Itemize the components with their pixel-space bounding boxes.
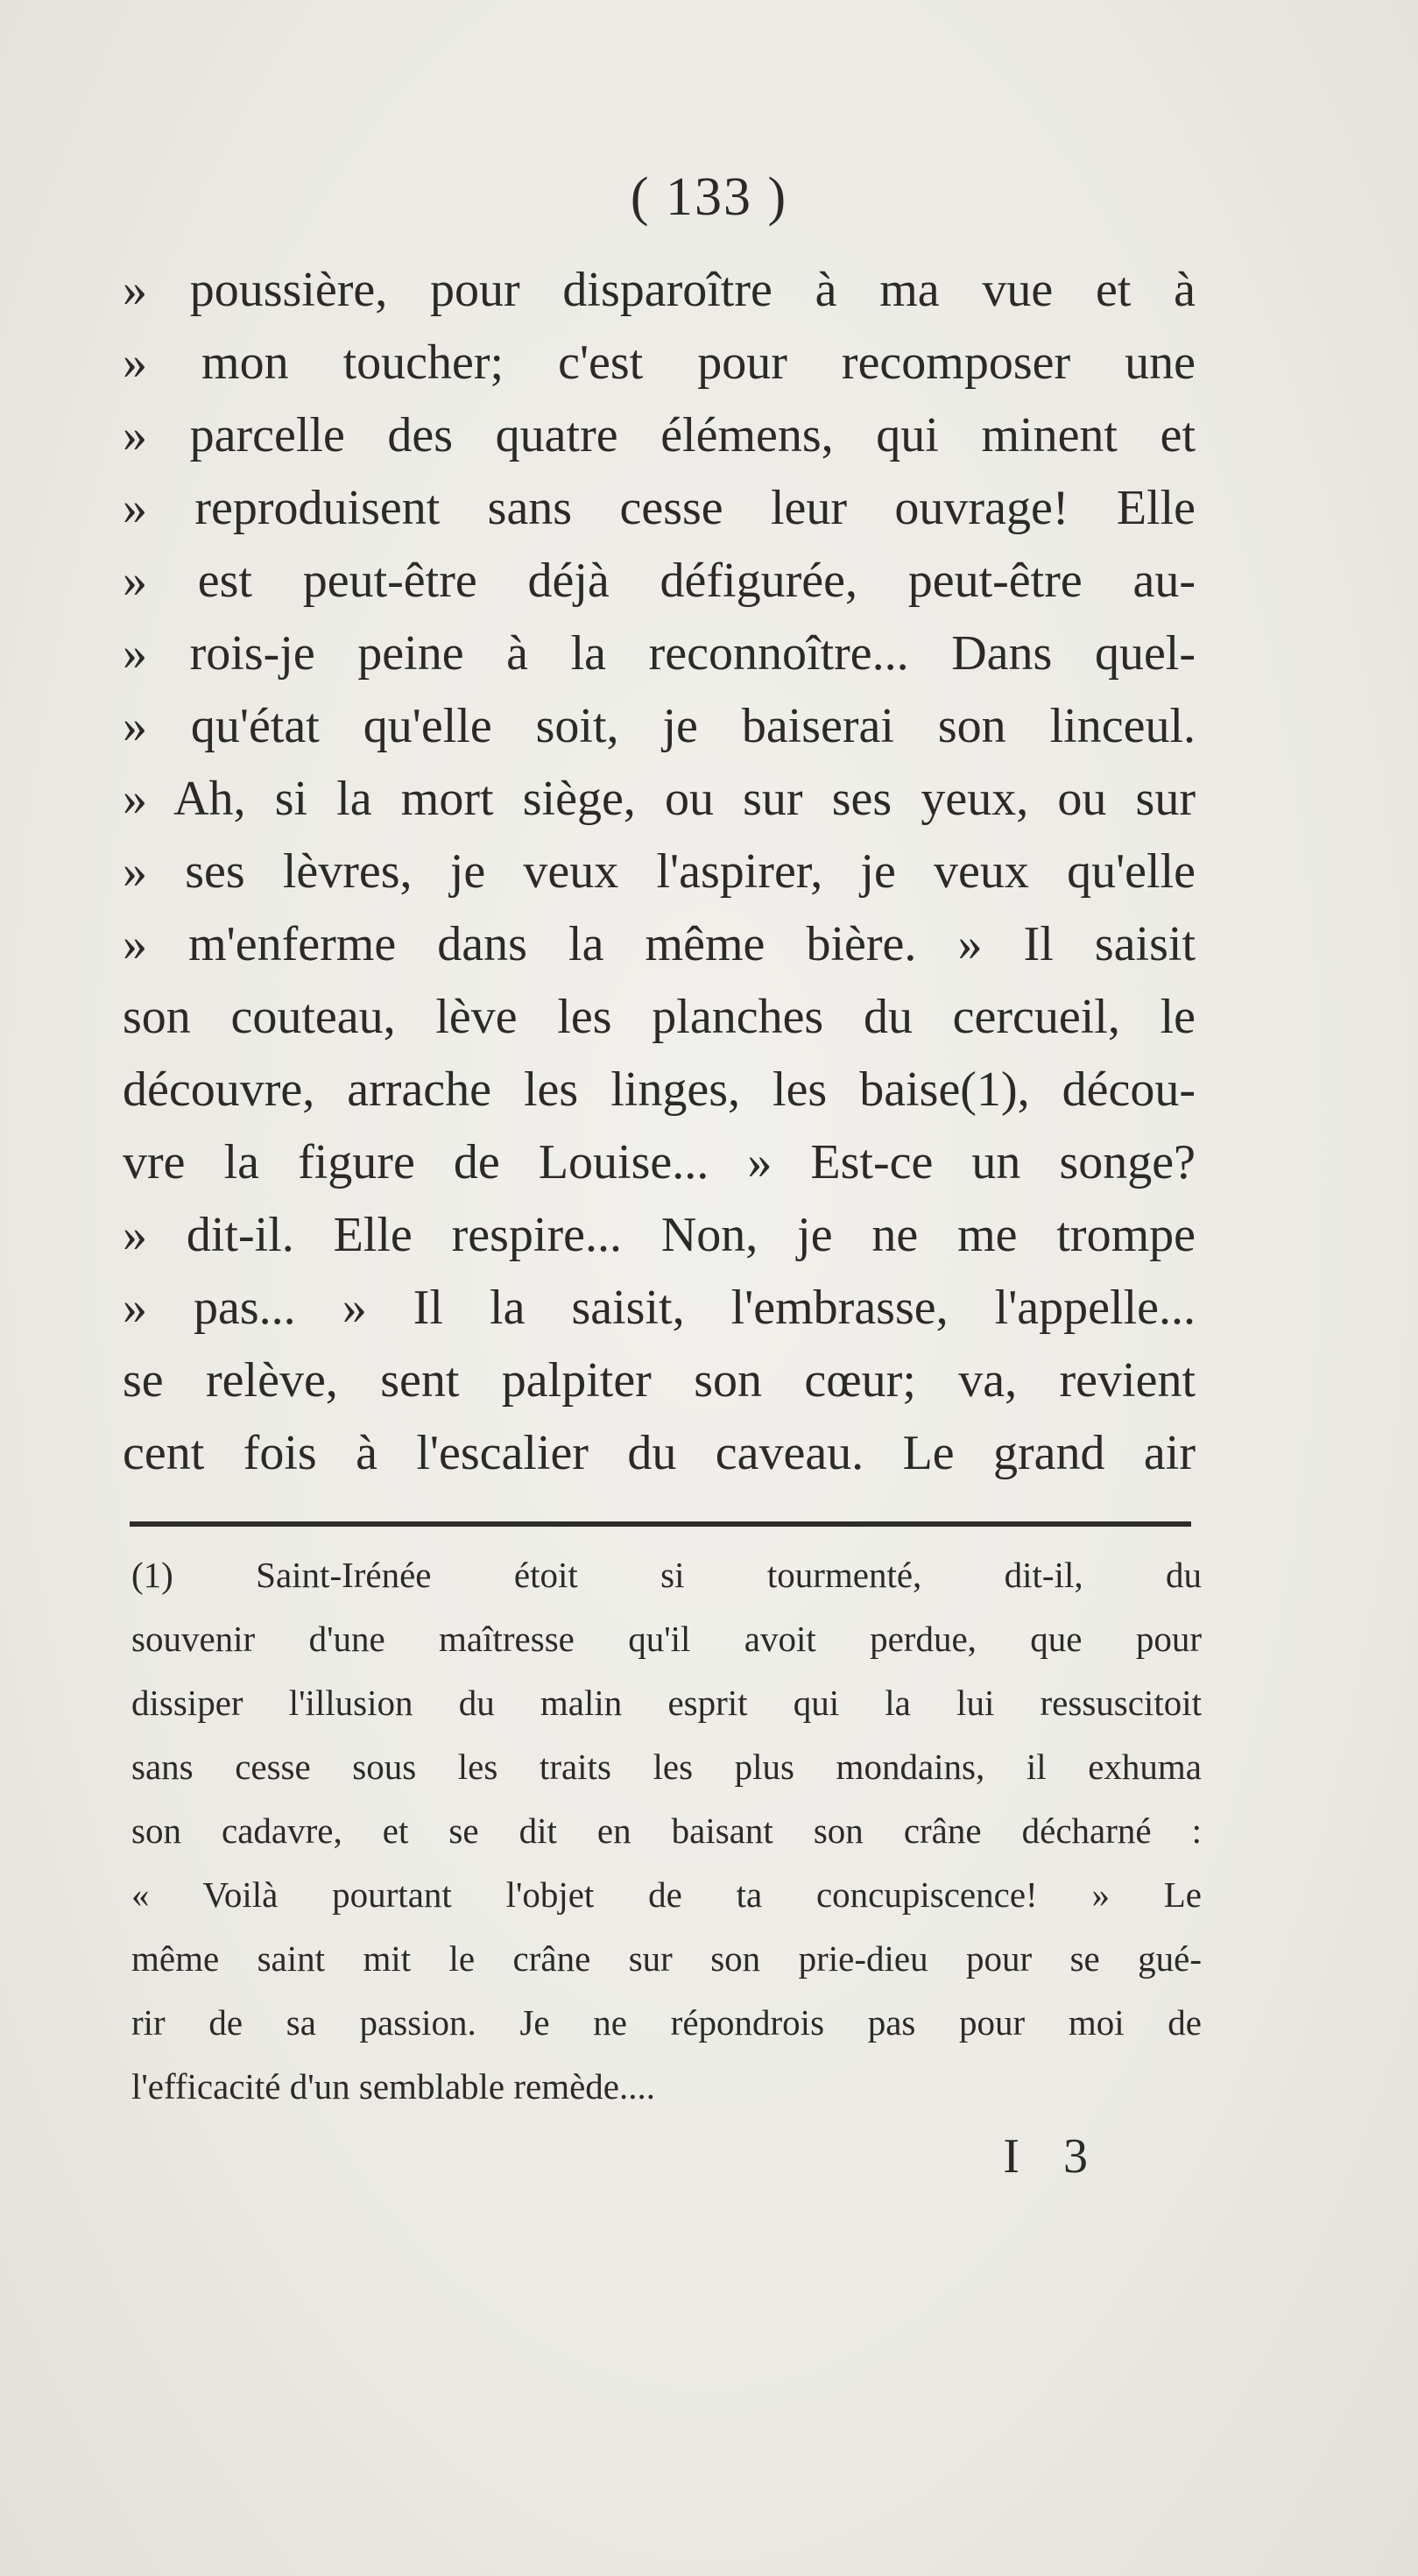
text-line: vre la figure de Louise... » Est-ce un songe? xyxy=(123,1135,1196,1189)
text-line: découvre, arrache les linges, les baise(1), décou- xyxy=(123,1062,1196,1117)
footnote-line: dissiper l'illusion du malin esprit qui la lui ressuscitoit xyxy=(131,1683,1202,1723)
text-line: » ses lèvres, je veux l'aspirer, je veux qu'elle xyxy=(123,844,1196,899)
printer-signature-mark: I 3 xyxy=(1003,2129,1104,2184)
text-line: » rois-je peine à la reconnoître... Dans quel- xyxy=(123,626,1196,681)
text-line: » Ah, si la mort siège, ou sur ses yeux, ou sur xyxy=(123,772,1196,826)
text-line: » qu'état qu'elle soit, je baiserai son linceul. xyxy=(123,699,1196,753)
page-number: ( 133 ) xyxy=(630,167,788,227)
footnote-line: (1) Saint-Irénée étoit si tourmenté, dit-il, du xyxy=(131,1555,1202,1595)
text-line: » m'enferme dans la même bière. » Il saisit xyxy=(123,917,1196,971)
text-line: » dit-il. Elle respire... Non, je ne me trompe xyxy=(123,1208,1196,1262)
text-line: » reproduisent sans cesse leur ouvrage! Elle xyxy=(123,481,1196,535)
text-line: » parcelle des quatre élémens, qui minent et xyxy=(123,408,1196,462)
text-line: » poussière, pour disparoître à ma vue et à xyxy=(123,263,1196,317)
text-line: » mon toucher; c'est pour recomposer une xyxy=(123,335,1196,390)
text-line: cent fois à l'escalier du caveau. Le grand air xyxy=(123,1426,1196,1480)
footnote xyxy=(131,1543,1202,2119)
footnote-line: sans cesse sous les traits les plus mondains, il exhuma xyxy=(131,1747,1202,1787)
footnote-line: l'efficacité d'un semblable remède.... xyxy=(131,2066,656,2107)
main-text xyxy=(123,254,1196,1490)
text-line: » pas... » Il la saisit, l'embrasse, l'appelle... xyxy=(123,1281,1196,1335)
footnote-line: même saint mit le crâne sur son prie-dieu pour se gué- xyxy=(131,1938,1202,1979)
footnote-line: rir de sa passion. Je ne répondrois pas pour moi de xyxy=(131,2002,1202,2043)
footnote-line: son cadavre, et se dit en baisant son crâne décharné : xyxy=(131,1810,1202,1851)
footnote-line: « Voilà pourtant l'objet de ta concupiscence! » Le xyxy=(131,1874,1202,1915)
text-line: se relève, sent palpiter son cœur; va, revient xyxy=(123,1353,1196,1408)
footnote-line: souvenir d'une maîtresse qu'il avoit perdue, que pour xyxy=(131,1619,1202,1659)
text-line: » est peut-être déjà défigurée, peut-être au- xyxy=(123,554,1196,608)
footnote-divider xyxy=(130,1521,1191,1527)
text-line: son couteau, lève les planches du cercueil, le xyxy=(123,990,1196,1044)
